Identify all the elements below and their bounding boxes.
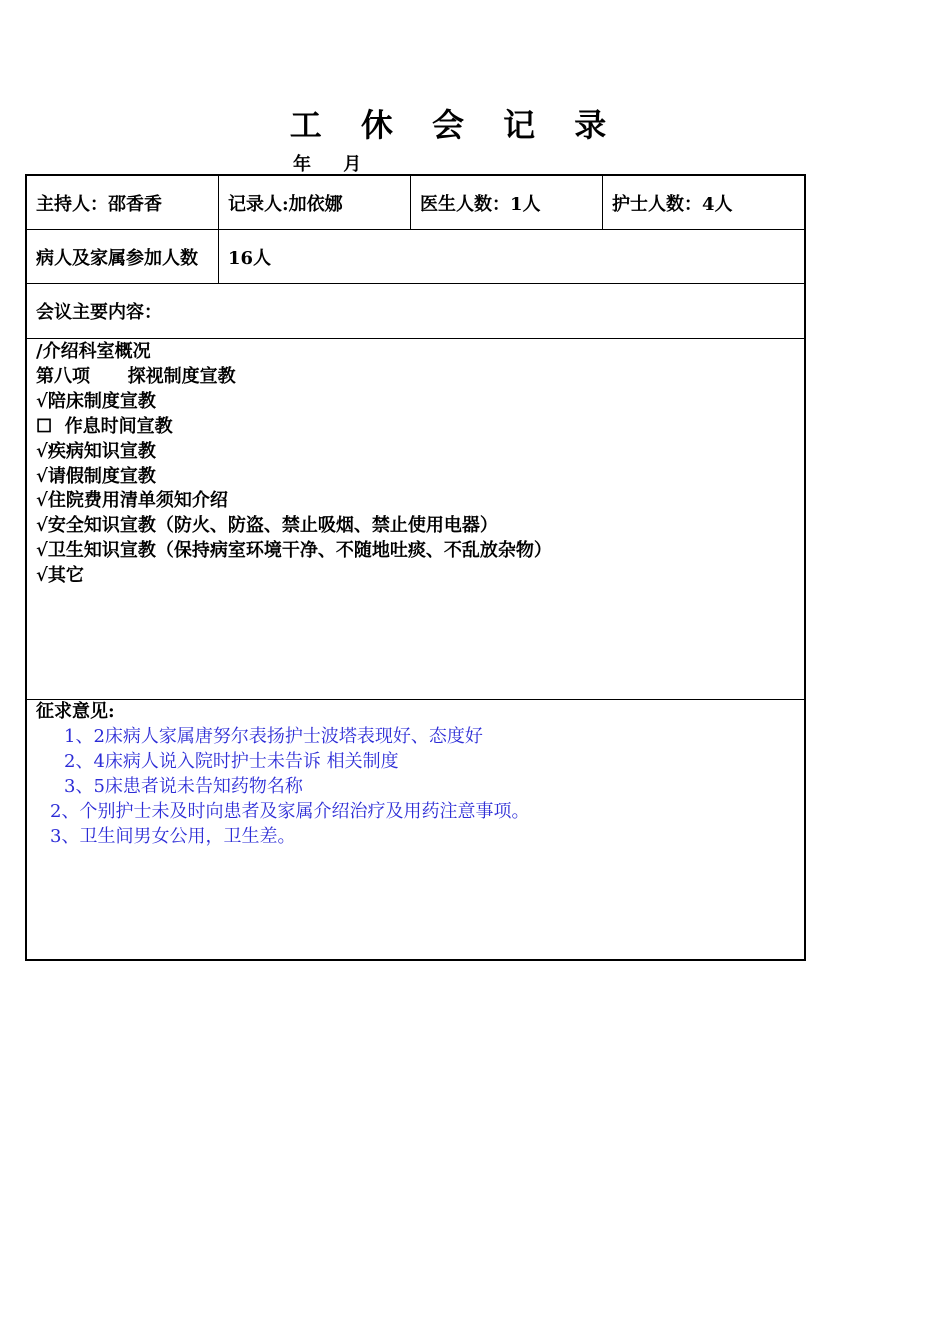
nurse-count-cell: 护士人数：4人 — [612, 193, 733, 215]
participants-row — [27, 230, 804, 284]
education-checklist — [36, 390, 552, 589]
checklist-item: √请假制度宣教 — [36, 465, 156, 487]
checklist-item: √陪床制度宣教 — [36, 390, 156, 412]
doctor-count-cell: 医生人数：1人 — [411, 176, 603, 229]
date-line — [293, 150, 387, 176]
year-label: 年 — [293, 154, 311, 175]
opinion-item: 2、个别护士未及时向患者及家属介绍治疗及用药注意事项。 — [50, 800, 530, 822]
checklist-item: √其它 — [36, 565, 84, 587]
opinion-item: 2、4床病人说入院时护士未告诉 相关制度 — [64, 750, 399, 772]
section-line: 第八项 探视制度宣教 — [36, 365, 236, 387]
main-content — [36, 340, 552, 589]
host-cell: 主持人：邵香香 — [27, 176, 219, 229]
opinions-label: 征求意见: — [36, 701, 115, 722]
meeting-record-form — [25, 174, 806, 961]
recorder-cell: 记录人:加依娜 — [219, 176, 411, 229]
checklist-item: ☐ 作息时间宣教 — [36, 415, 173, 437]
main-content-header-row — [27, 284, 804, 339]
info-row — [27, 176, 804, 230]
main-content-label: 会议主要内容： — [36, 302, 162, 323]
intro-line: /介绍科室概况 — [36, 341, 151, 362]
opinions-section — [36, 700, 529, 849]
month-label: 月 — [343, 154, 362, 175]
checklist-item: √疾病知识宣教 — [36, 440, 156, 462]
checklist-item: √安全知识宣教（防火、防盗、禁止吸烟、禁止使用电器） — [36, 515, 498, 537]
checklist-item: √卫生知识宣教（保持病室环境干净、不随地吐痰、不乱放杂物） — [36, 540, 552, 562]
checklist-item: √住院费用清单须知介绍 — [36, 490, 228, 512]
page-title: 工 休 会 记 录 — [289, 106, 621, 144]
opinion-item: 1、2床病人家属唐努尔表扬护士波塔表现好、态度好 — [64, 725, 483, 747]
opinions-row — [27, 700, 804, 959]
participants-value: 16人 — [228, 247, 272, 269]
main-content-row — [27, 339, 804, 700]
participants-label: 病人及家属参加人数 — [27, 230, 219, 283]
opinion-item: 3、5床患者说未告知药物名称 — [64, 775, 303, 797]
opinion-item: 3、卫生间男女公用，卫生差。 — [50, 825, 296, 847]
